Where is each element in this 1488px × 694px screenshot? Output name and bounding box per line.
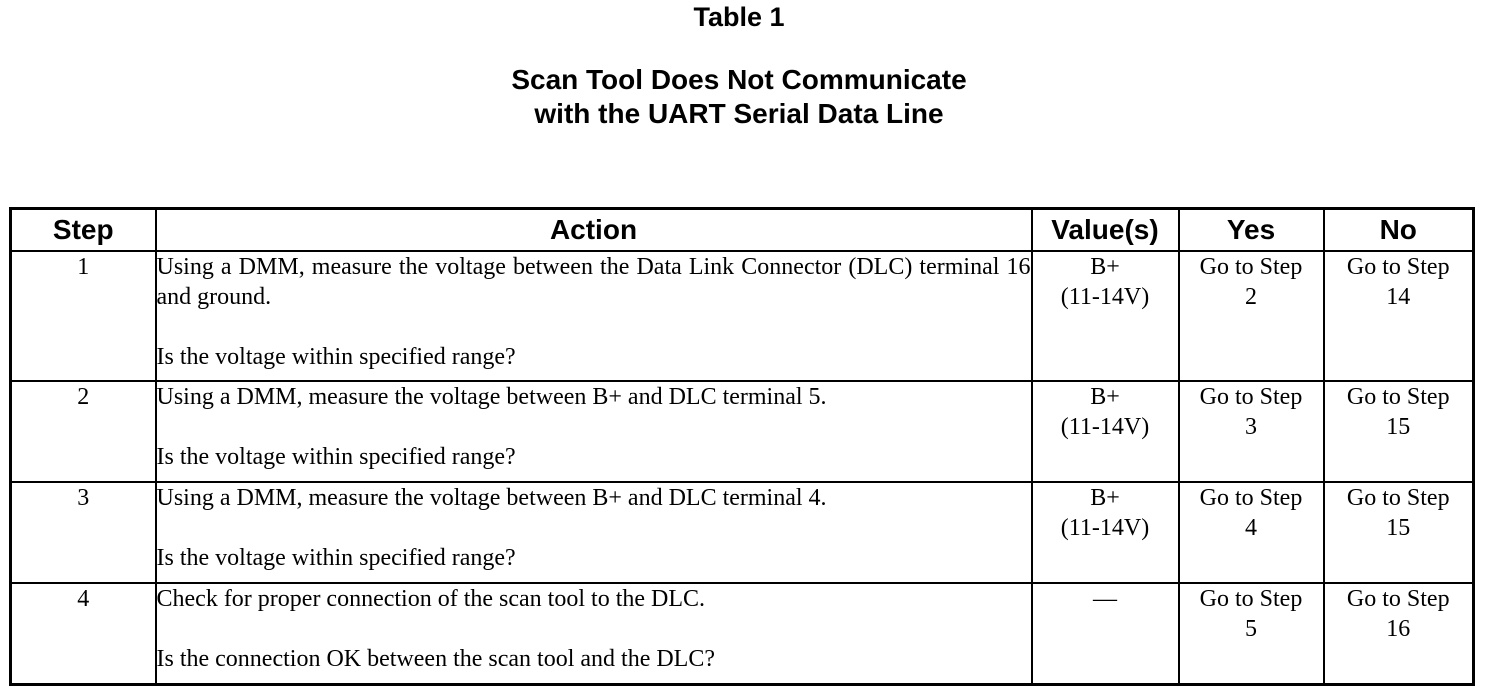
no-label: Go to Step [1346,586,1450,612]
title-line-2: with the UART Serial Data Line [534,98,944,129]
yes-cell [1179,251,1324,381]
col-header-step: Step [11,209,156,252]
value-line-2: (11-14V) [1060,284,1150,310]
action-text: Using a DMM, measure the voltage between B+ and DLC terminal 4. [156,485,827,511]
yes-label: Go to Step [1199,384,1303,410]
table-label: Table 1 [693,2,785,32]
no-step: 16 [1386,616,1411,642]
action-question: Is the voltage within specified range? [156,344,516,370]
yes-label: Go to Step [1199,586,1303,612]
action-text: Using a DMM, measure the voltage between B+ and DLC terminal 5. [156,384,827,410]
col-header-action: Action [156,209,1032,252]
step-number: 4 [11,583,156,684]
table-row [11,381,1474,482]
value-line-2: (11-14V) [1060,515,1150,541]
action-cell [156,251,1032,381]
step-number: 3 [11,482,156,583]
action-cell [156,381,1032,482]
action-question: Is the voltage within specified range? [156,545,516,571]
value-cell [1032,381,1179,482]
value-line-1: B+ [1090,485,1120,511]
yes-cell [1179,583,1324,684]
col-header-values: Value(s) [1032,209,1179,252]
yes-cell [1179,381,1324,482]
header-row [11,209,1474,252]
value-cell [1032,583,1179,684]
yes-step: 5 [1245,616,1257,642]
action-text: Using a DMM, measure the voltage between the Data Link Connector (DLC) terminal 16 and ground. [156,254,1031,310]
diagnostic-table [9,207,1475,686]
no-step: 15 [1386,515,1411,541]
value-line-1: B+ [1090,254,1120,280]
no-cell [1324,251,1474,381]
table-row [11,251,1474,381]
title-line-1: Scan Tool Does Not Communicate [511,64,967,95]
no-cell [1324,583,1474,684]
value-line-2: (11-14V) [1060,414,1150,440]
value-cell [1032,251,1179,381]
action-cell [156,482,1032,583]
value-dash: — [1093,586,1117,612]
action-question: Is the voltage within specified range? [156,444,516,470]
col-header-yes: Yes [1179,209,1324,252]
yes-step: 3 [1245,414,1257,440]
table-row [11,482,1474,583]
yes-cell [1179,482,1324,583]
yes-step: 4 [1245,515,1257,541]
no-label: Go to Step [1346,384,1450,410]
no-step: 14 [1386,284,1411,310]
action-question: Is the connection OK between the scan tool and the DLC? [156,646,715,672]
value-cell [1032,482,1179,583]
yes-label: Go to Step [1199,254,1303,280]
value-line-1: B+ [1090,384,1120,410]
no-step: 15 [1386,414,1411,440]
no-cell [1324,482,1474,583]
step-number: 2 [11,381,156,482]
step-number: 1 [11,251,156,381]
yes-label: Go to Step [1199,485,1303,511]
action-text: Check for proper connection of the scan tool to the DLC. [156,586,706,612]
no-cell [1324,381,1474,482]
col-header-no: No [1324,209,1474,252]
no-label: Go to Step [1346,254,1450,280]
table-row [11,583,1474,684]
yes-step: 2 [1245,284,1257,310]
action-cell [156,583,1032,684]
no-label: Go to Step [1346,485,1450,511]
